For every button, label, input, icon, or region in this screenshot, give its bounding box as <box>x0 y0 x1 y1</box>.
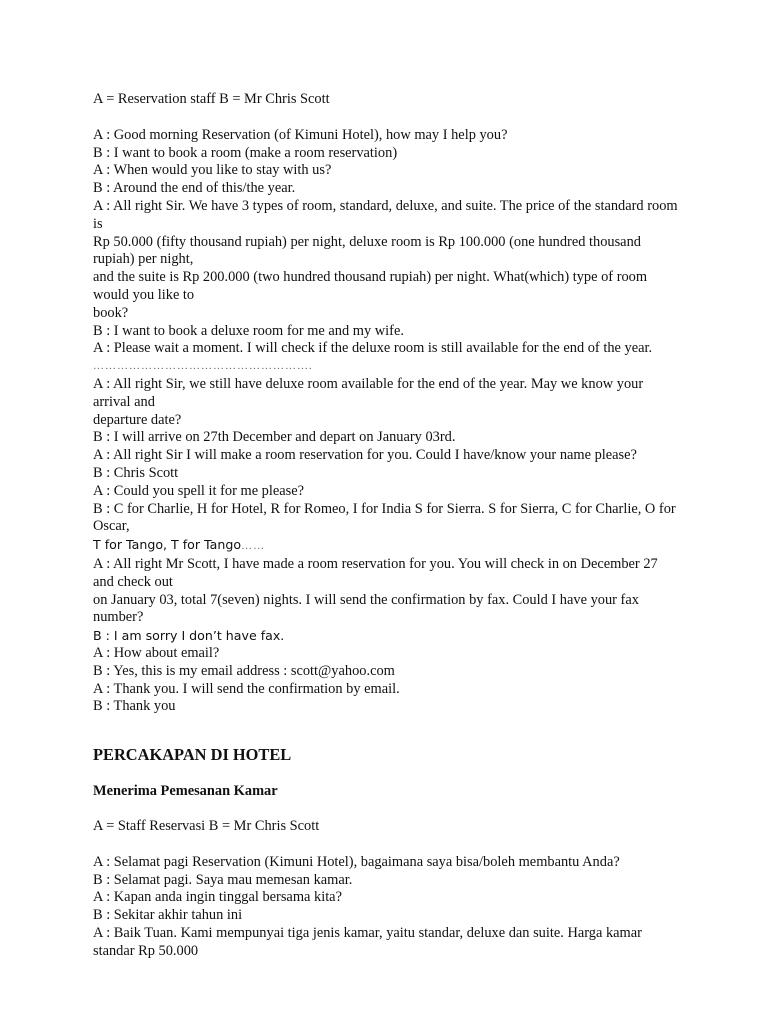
dialogue-line: B : I will arrive on 27th December and depart on January 03rd. <box>93 429 456 446</box>
roles-line-indonesian: A = Staff Reservasi B = Mr Chris Scott <box>93 818 320 835</box>
dialogue-line: B : Selamat pagi. Saya mau memesan kamar. <box>93 871 353 888</box>
dialogue-line: A : All right Mr Scott, I have made a room reservation for you. You will check in on December 27 and check out <box>93 555 662 590</box>
dialogue-line: A : Selamat pagi Reservation (Kimuni Hotel), bagaimana saya bisa/boleh membantu Anda? <box>93 853 620 870</box>
section-heading: PERCAKAPAN DI HOTEL <box>93 745 292 765</box>
dialogue-line: A : All right Sir. We have 3 types of room, standard, deluxe, and suite. The price of the standard room is <box>93 197 682 232</box>
dialogue-line: A : Could you spell it for me please? <box>93 482 305 499</box>
dialogue-line: A : When would you like to stay with us? <box>93 162 332 179</box>
dialogue-line: A : Kapan anda ingin tinggal bersama kita? <box>93 889 342 906</box>
paragraph-gap <box>93 716 678 734</box>
dialogue-line: A : Baik Tuan. Kami mempunyai tiga jenis kamar, yaitu standar, deluxe dan suite. Harga kamar standar Rp 50.000 <box>93 925 646 959</box>
dialogue-block-english-2 <box>93 376 678 536</box>
dialogue-block-english-4 <box>93 645 678 716</box>
dialogue-block-indonesian <box>93 854 678 961</box>
subsection-heading: Menerima Pemesanan Kamar <box>93 783 278 800</box>
dialogue-line: B : I want to book a room (make a room reservation) <box>93 144 398 161</box>
dialogue-line: A : How about email? <box>93 644 220 661</box>
dialogue-line: B : I want to book a deluxe room for me and my wife. <box>93 322 404 339</box>
dialogue-line: A : All right Sir I will make a room reservation for you. Could I have/know your name please? <box>93 447 637 464</box>
dialogue-line: A : Good morning Reservation (of Kimuni Hotel), how may I help you? <box>93 126 508 143</box>
tango-line <box>93 536 678 556</box>
dialogue-line: B : Thank you <box>93 698 176 715</box>
dialogue-line: departure date? <box>93 411 182 428</box>
dialogue-line: B : Yes, this is my email address : scott@yahoo.com <box>93 662 395 679</box>
ellipsis-separator: ………………………………………………. <box>93 360 313 373</box>
dialogue-line: A : Thank you. I will send the confirmation by email. <box>93 680 400 697</box>
dialogue-line: A : All right Sir, we still have deluxe room available for the end of the year. May we know your arrival and <box>93 375 647 410</box>
tango-ellipsis: …… <box>241 540 266 553</box>
dialogue-line: book? <box>93 304 129 321</box>
tango-text: T for Tango, T for Tango <box>93 537 242 553</box>
dialogue-block-english-1 <box>93 126 682 358</box>
dialogue-line: and the suite is Rp 200.000 (two hundred thousand rupiah) per night. What(which) type of room would you like to <box>93 269 651 303</box>
dialogue-block-english-3 <box>93 556 678 627</box>
roles-line-english: A = Reservation staff B = Mr Chris Scott <box>93 91 330 107</box>
dialogue-line: A : Please wait a moment. I will check if the deluxe room is still available for the end of the year. <box>93 340 653 357</box>
dialogue-line: B : Chris Scott <box>93 464 179 481</box>
dialogue-line: on January 03, total 7(seven) nights. I will send the confirmation by fax. Could I have your fax number? <box>93 591 643 626</box>
dialogue-line: B : Sekitar akhir tahun ini <box>93 907 243 924</box>
paragraph-gap <box>93 836 678 854</box>
paragraph-gap <box>93 109 678 127</box>
fax-line: B : I am sorry I don’t have fax. <box>93 628 285 644</box>
dialogue-line: B : Around the end of this/the year. <box>93 180 296 197</box>
dialogue-line: B : C for Charlie, H for Hotel, R for Romeo, I for India S for Sierra. S for Sierra, C for Charlie, O for Oscar, <box>93 500 680 535</box>
dialogue-line: Rp 50.000 (fifty thousand rupiah) per night, deluxe room is Rp 100.000 (one hundred thousand rupiah) per night, <box>93 233 645 268</box>
